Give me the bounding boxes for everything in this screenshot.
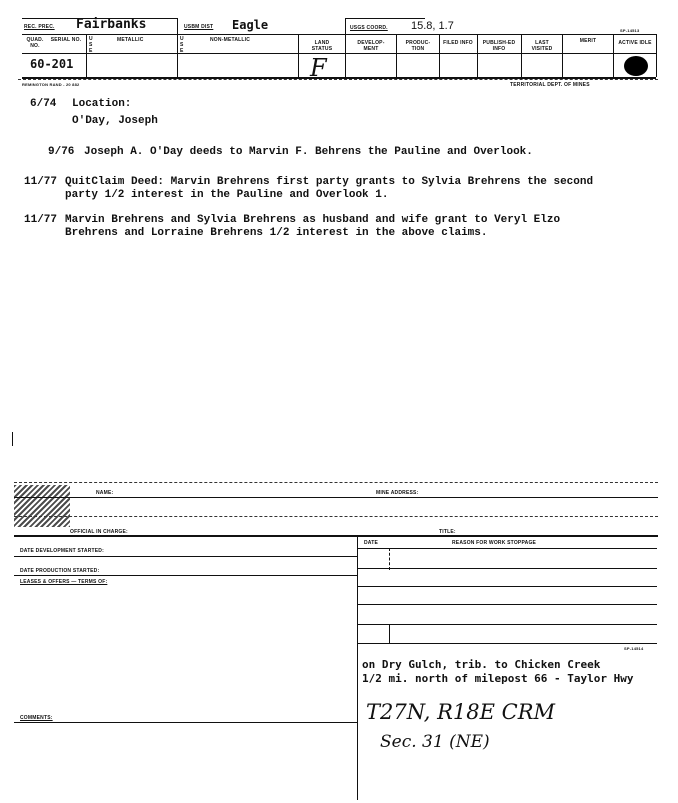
development-label: DEVELOP-MENT xyxy=(357,40,385,52)
entry-text: Brehrens and Lorraine Brehrens 1/2 interest in the above claims. xyxy=(65,227,488,239)
production-label: PRODUC-TION xyxy=(405,40,431,52)
entry-text: Marvin Brehrens and Sylvia Brehrens as husband and wife grant to Veryl Elzo xyxy=(65,214,561,226)
published-info-label: PUBLISH-ED INFO xyxy=(482,40,516,52)
merit-label: MERIT xyxy=(579,38,597,44)
entry-text: O'Day, Joseph xyxy=(72,115,158,127)
printer-note: REMINGTON RAND - 20 882 xyxy=(22,82,80,87)
prod-started-label: DATE PRODUCTION STARTED: xyxy=(20,568,100,574)
non-metallic-label: NON-METALLIC xyxy=(210,37,251,43)
comments-label: COMMENTS: xyxy=(20,715,53,721)
entry-date: 11/77 xyxy=(24,214,58,226)
mine-address-label: MINE ADDRESS: xyxy=(376,490,419,496)
usgs-coord-label: USGS COORD. xyxy=(350,25,388,31)
entry-date: 6/74 xyxy=(30,98,57,110)
last-visited-label: LAST VISITED xyxy=(531,40,553,52)
date-column-label: DATE xyxy=(364,540,379,546)
quad-serial-value: 60-201 xyxy=(30,57,74,71)
us-label-2: U S E xyxy=(180,36,184,54)
usbm-dist-value: Eagle xyxy=(232,18,269,32)
company-name-label: NAME: xyxy=(96,490,114,496)
us-label-1: U S E xyxy=(89,36,93,54)
usgs-coord-value: 15.8, 1.7 xyxy=(411,20,454,32)
official-label: OFFICIAL IN CHARGE: xyxy=(70,529,128,535)
entry-text: Location: xyxy=(72,98,132,110)
land-status-label: LAND STATUS xyxy=(311,40,333,52)
scan-smudge xyxy=(14,485,70,527)
entry-date: 9/76 xyxy=(48,146,75,158)
active-status-blot xyxy=(624,56,648,76)
form-number-bottom: SP-14514 xyxy=(624,646,644,651)
handwritten-section: Sec. 31 (NE) xyxy=(380,732,490,752)
entry-date: 11/77 xyxy=(24,176,58,188)
rec-prec-value: Fairbanks xyxy=(76,17,147,32)
entry-text: party 1/2 interest in the Pauline and Overlook 1. xyxy=(65,189,389,201)
usbm-dist-label: USBM DIST xyxy=(184,24,214,30)
reason-column-label: REASON FOR WORK STOPPAGE xyxy=(452,540,537,546)
leases-label: LEASES & OFFERS — TERMS OF: xyxy=(20,579,108,585)
quad-label: QUAD. NO. xyxy=(26,37,44,49)
location-note-line-2: 1/2 mi. north of milepost 66 - Taylor Hwy xyxy=(362,672,634,685)
rec-prec-label: REC. PREC. xyxy=(24,24,55,30)
title-label: TITLE: xyxy=(439,529,456,535)
handwritten-township: T27N, R18E CRM xyxy=(366,700,556,724)
dev-started-label: DATE DEVELOPMENT STARTED: xyxy=(20,548,104,554)
department-name: TERRITORIAL DEPT. OF MINES xyxy=(510,82,590,88)
serial-label: SERIAL NO. xyxy=(50,37,82,43)
active-idle-label: ACTIVE IDLE xyxy=(618,40,652,46)
form-number-top: SP-14513 xyxy=(620,28,640,33)
entry-text: QuitClaim Deed: Marvin Brehrens first party grants to Sylvia Brehrens the second xyxy=(65,176,594,188)
land-status-value: F xyxy=(310,54,327,82)
entry-text: Joseph A. O'Day deeds to Marvin F. Behrens the Pauline and Overlook. xyxy=(84,146,533,158)
metallic-label: METALLIC xyxy=(117,37,144,43)
location-note-line-1: on Dry Gulch, trib. to Chicken Creek xyxy=(362,658,601,671)
filed-info-label: FILED INFO xyxy=(443,40,473,46)
